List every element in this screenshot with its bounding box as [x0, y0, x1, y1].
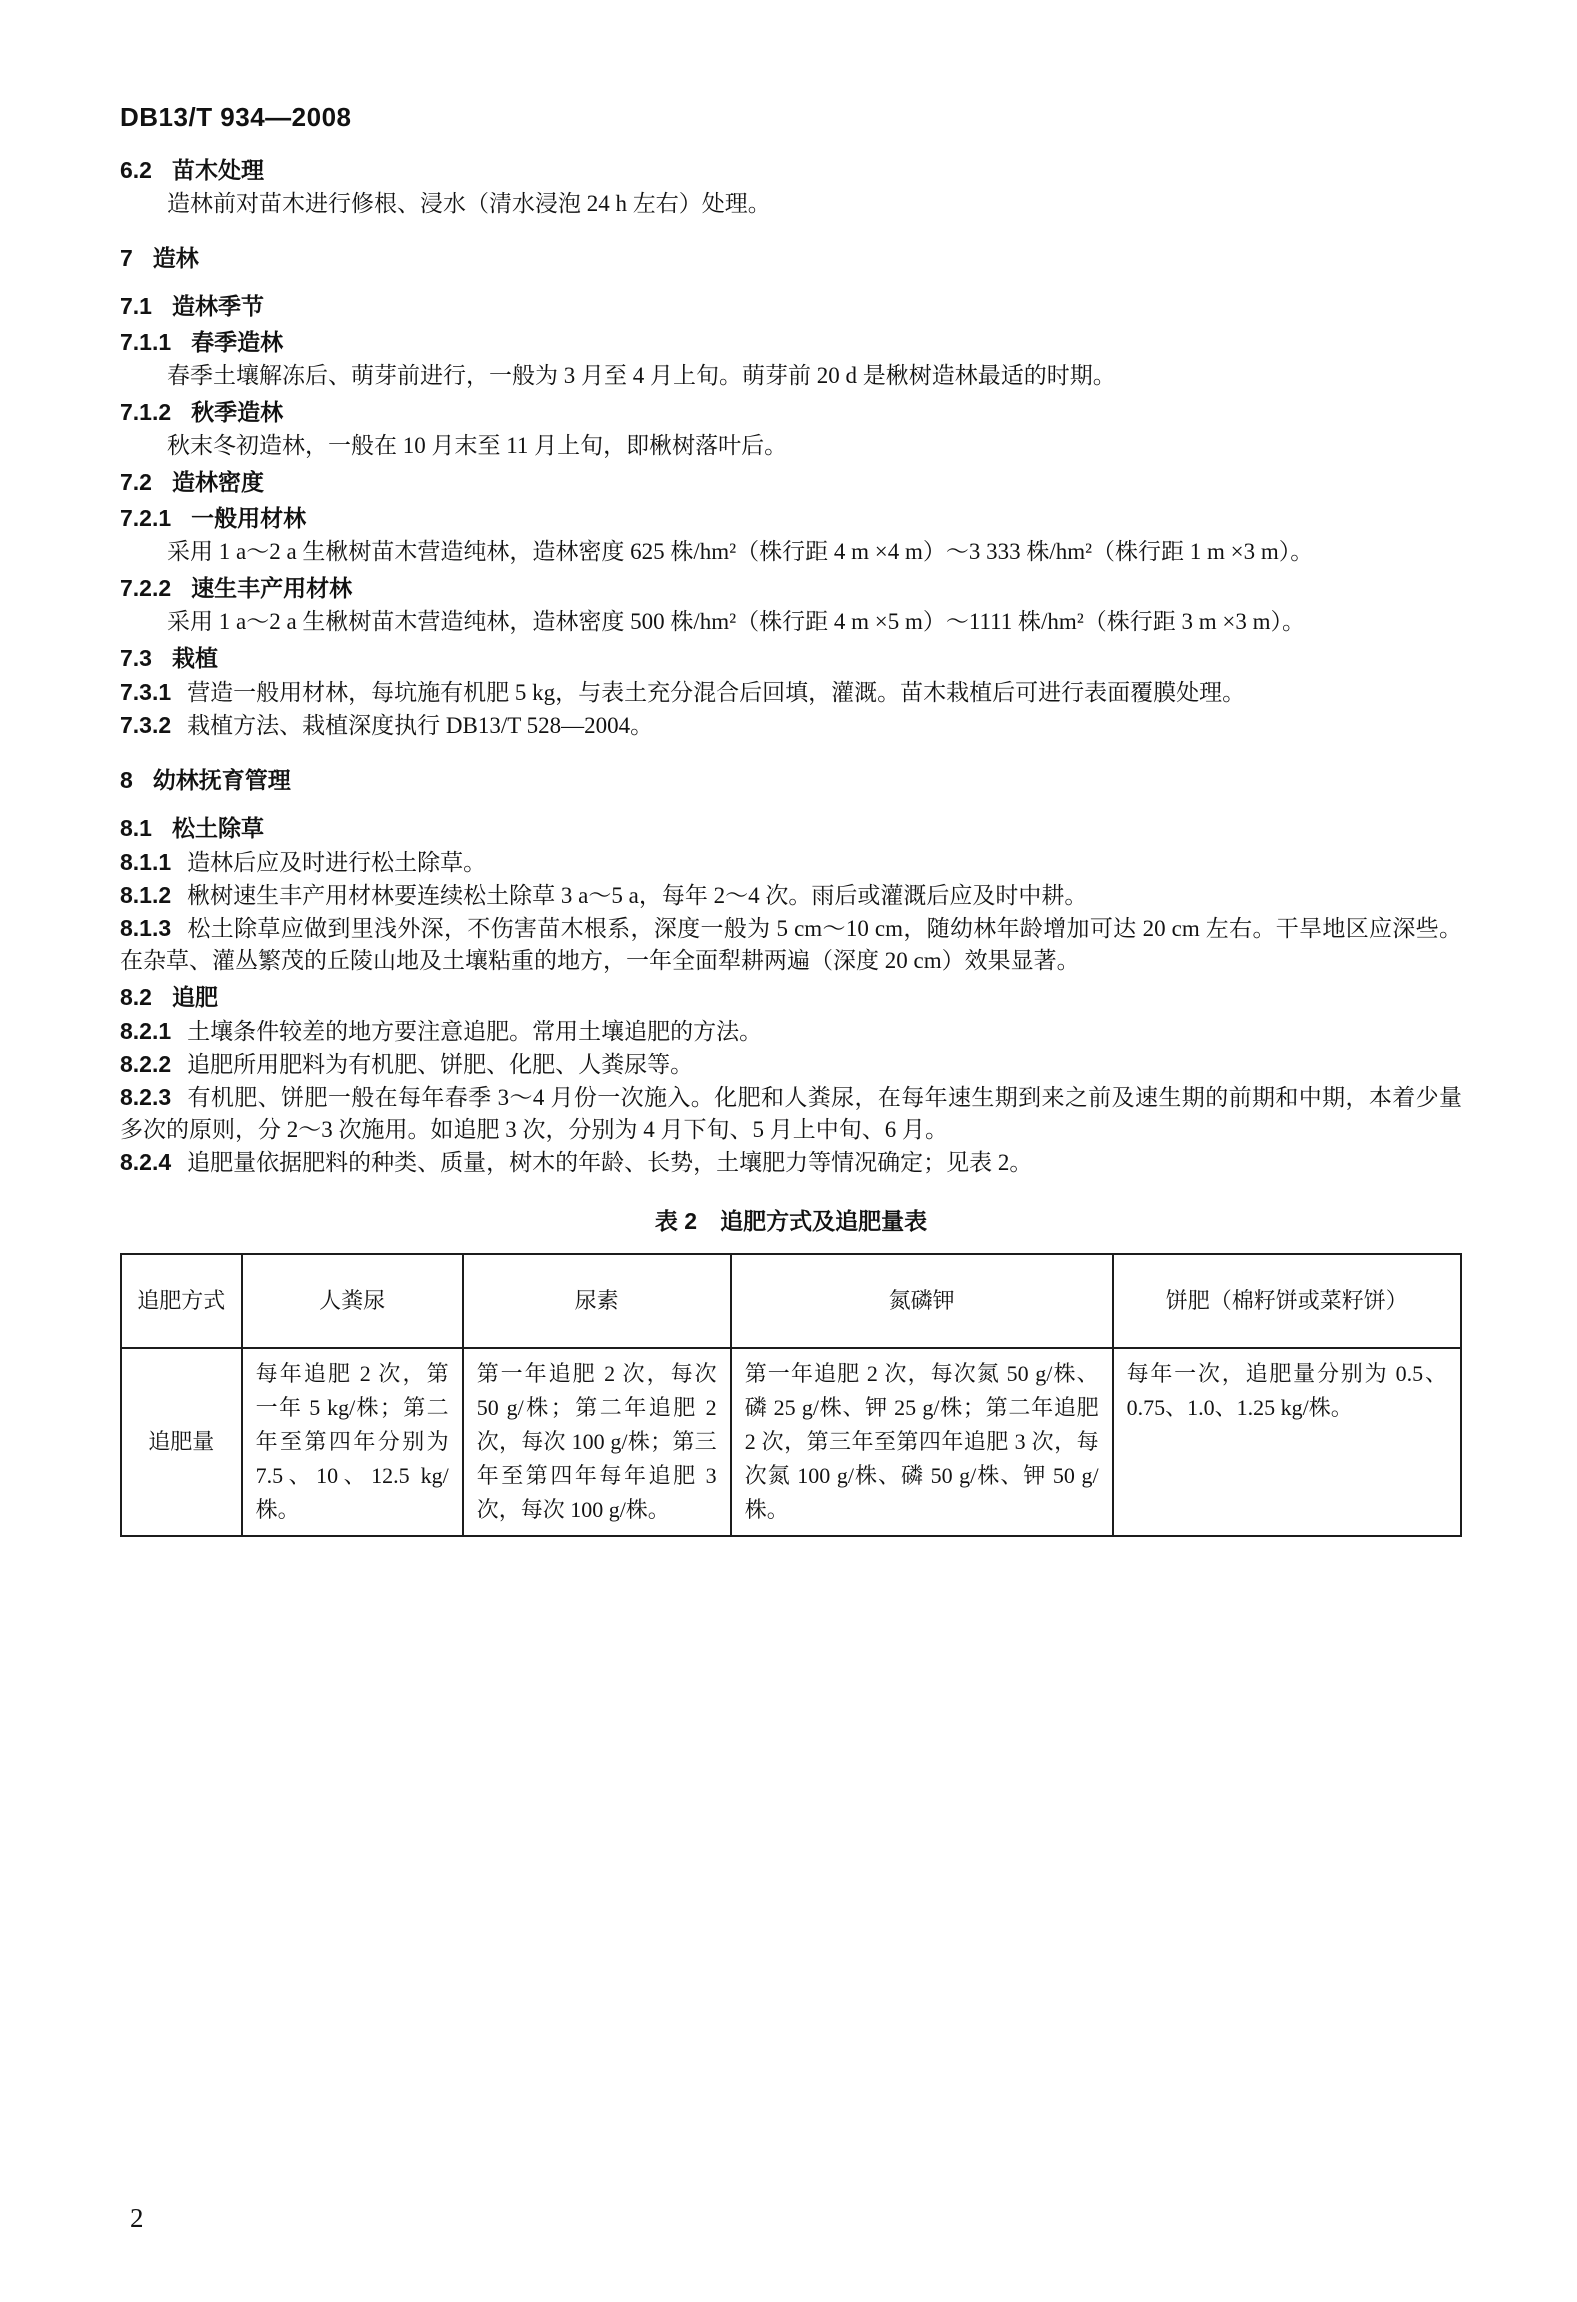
- paragraph-7-2-2: 采用 1 a～2 a 生楸树苗木营造纯林，造林密度 500 株/hm²（株行距 4 m ×5 m）～1111 株/hm²（株行距 3 m ×3 m）。: [167, 609, 1305, 634]
- clause-title: 苗木处理: [171, 157, 264, 183]
- clause-number: 7.3.2: [120, 712, 172, 738]
- col-header-human-manure: 人粪尿: [242, 1254, 463, 1348]
- heading-7-1: [120, 290, 1462, 322]
- paragraph-6-2: 造林前对苗木进行修根、浸水（清水浸泡 24 h 左右）处理。: [167, 191, 771, 216]
- fertilization-table: [120, 1253, 1462, 1537]
- cell-npk: 第一年追肥 2 次，每次氮 50 g/株、磷 25 g/株、钾 25 g/株；第二年追肥 2 次，第三年至第四年追肥 3 次，每次氮 100 g/株、磷 50 g/株、钾 50 g/株。: [731, 1348, 1113, 1536]
- heading-7-1-2: [120, 396, 1462, 428]
- clause-number: 7.2.2: [120, 575, 172, 601]
- table-row: [121, 1348, 1461, 1536]
- clause-8-1-3: [120, 912, 1462, 977]
- clause-8-2-2: [120, 1048, 1462, 1081]
- clause-text: 追肥量依据肥料的种类、质量，树木的年龄、长势，土壤肥力等情况确定；见表 2。: [187, 1150, 1033, 1175]
- cell-urea: 第一年追肥 2 次，每次 50 g/株；第二年追肥 2 次，每次 100 g/株；第三年至第四年每年追肥 3 次，每次 100 g/株。: [463, 1348, 731, 1536]
- clause-title: 造林密度: [171, 469, 264, 495]
- doc-code: DB13/T 934—2008: [120, 102, 352, 132]
- col-header-method: 追肥方式: [121, 1254, 242, 1348]
- clause-number: 7.2: [120, 469, 152, 495]
- paragraph-7-1-1: 春季土壤解冻后、萌芽前进行，一般为 3 月至 4 月上旬。萌芽前 20 d 是楸树造林最适的时期。: [167, 363, 1116, 388]
- clause-text: 土壤条件较差的地方要注意追肥。常用土壤追肥的方法。: [187, 1019, 763, 1044]
- clause-number: 8.1: [120, 815, 152, 841]
- col-header-urea: 尿素: [463, 1254, 731, 1348]
- clause-title: 松土除草: [171, 815, 264, 841]
- clause-7-3-1: [120, 676, 1462, 709]
- clause-title: 造林: [152, 245, 199, 271]
- clause-text: 楸树速生丰产用材林要连续松土除草 3 a～5 a，每年 2～4 次。雨后或灌溉后应及时中耕。: [187, 883, 1088, 908]
- clause-8-2-1: [120, 1015, 1462, 1048]
- clause-number: 6.2: [120, 157, 152, 183]
- col-header-npk: 氮磷钾: [731, 1254, 1113, 1348]
- clause-number: 8.1.2: [120, 882, 172, 908]
- clause-number: 7.1.2: [120, 399, 172, 425]
- cell-human-manure: 每年追肥 2 次，第一年 5 kg/株；第二年至第四年分别为 7.5、10、12.5 kg/株。: [242, 1348, 463, 1536]
- heading-7-3: [120, 642, 1462, 674]
- clause-8-2-4: [120, 1146, 1462, 1179]
- heading-8-1: [120, 812, 1462, 844]
- clause-number: 8.2.2: [120, 1051, 172, 1077]
- clause-text: 有机肥、饼肥一般在每年春季 3～4 月份一次施入。化肥和人粪尿，在每年速生期到来之前及速生期的前期和中期，本着少量多次的原则，分 2～3 次施用。如追肥 3 次，分别为 4 月下旬、5 月上中旬、6 月。: [120, 1085, 1462, 1142]
- clause-number: 7.1.1: [120, 329, 172, 355]
- table-header-row: [121, 1254, 1461, 1348]
- page-number: 2: [130, 2203, 144, 2233]
- col-header-cake-fertilizer: 饼肥（棉籽饼或菜籽饼）: [1113, 1254, 1461, 1348]
- table-caption: 表 2 追肥方式及追肥量表: [654, 1208, 928, 1234]
- clause-number: 8.1.1: [120, 849, 172, 875]
- clause-text: 栽植方法、栽植深度执行 DB13/T 528—2004。: [187, 713, 654, 738]
- clause-7-3-2: [120, 709, 1462, 742]
- clause-8-2-3: [120, 1081, 1462, 1146]
- paragraph-7-1-2: 秋末冬初造林，一般在 10 月末至 11 月上旬，即楸树落叶后。: [167, 433, 788, 458]
- clause-title: 秋季造林: [191, 399, 284, 425]
- clause-number: 8.2: [120, 984, 152, 1010]
- clause-8-1-2: [120, 879, 1462, 912]
- clause-title: 造林季节: [171, 293, 264, 319]
- row-label-amount: 追肥量: [121, 1348, 242, 1536]
- heading-8: [120, 764, 1462, 796]
- clause-title: 春季造林: [191, 329, 284, 355]
- heading-7: [120, 242, 1462, 274]
- clause-8-1-1: [120, 846, 1462, 879]
- clause-number: 8.2.4: [120, 1149, 172, 1175]
- clause-text: 营造一般用材林，每坑施有机肥 5 kg，与表土充分混合后回填，灌溉。苗木栽植后可进行表面覆膜处理。: [187, 680, 1246, 705]
- clause-title: 一般用材林: [191, 505, 307, 531]
- clause-number: 8.2.1: [120, 1018, 172, 1044]
- clause-title: 幼林抚育管理: [152, 767, 291, 793]
- clause-number: 7.3.1: [120, 679, 172, 705]
- doc-content: [120, 150, 1462, 1537]
- clause-text: 造林后应及时进行松土除草。: [187, 850, 487, 875]
- clause-number: 7.3: [120, 645, 152, 671]
- clause-number: 8.1.3: [120, 915, 172, 941]
- paragraph-7-2-1: 采用 1 a～2 a 生楸树苗木营造纯林，造林密度 625 株/hm²（株行距 4 m ×4 m）～3 333 株/hm²（株行距 1 m ×3 m）。: [167, 539, 1314, 564]
- clause-number: 7: [120, 245, 133, 271]
- clause-number: 8.2.3: [120, 1084, 172, 1110]
- clause-number: 8: [120, 767, 133, 793]
- clause-number: 7.2.1: [120, 505, 172, 531]
- heading-6-2: [120, 154, 1462, 186]
- heading-7-2: [120, 466, 1462, 498]
- clause-text: 追肥所用肥料为有机肥、饼肥、化肥、人粪尿等。: [187, 1052, 694, 1077]
- clause-title: 追肥: [171, 984, 218, 1010]
- heading-7-2-1: [120, 502, 1462, 534]
- cell-cake-fertilizer: 每年一次，追肥量分别为 0.5、0.75、1.0、1.25 kg/株。: [1113, 1348, 1461, 1536]
- clause-title: 栽植: [171, 645, 218, 671]
- clause-title: 速生丰产用材林: [191, 575, 353, 601]
- heading-7-2-2: [120, 572, 1462, 604]
- heading-7-1-1: [120, 326, 1462, 358]
- heading-8-2: [120, 981, 1462, 1013]
- clause-number: 7.1: [120, 293, 152, 319]
- clause-text: 松土除草应做到里浅外深，不伤害苗木根系，深度一般为 5 cm～10 cm，随幼林年龄增加可达 20 cm 左右。干旱地区应深些。在杂草、灌丛繁茂的丘陵山地及土壤粘重的地方，一年全面犁耕两遍（深度 20 cm）效果显著。: [120, 916, 1462, 973]
